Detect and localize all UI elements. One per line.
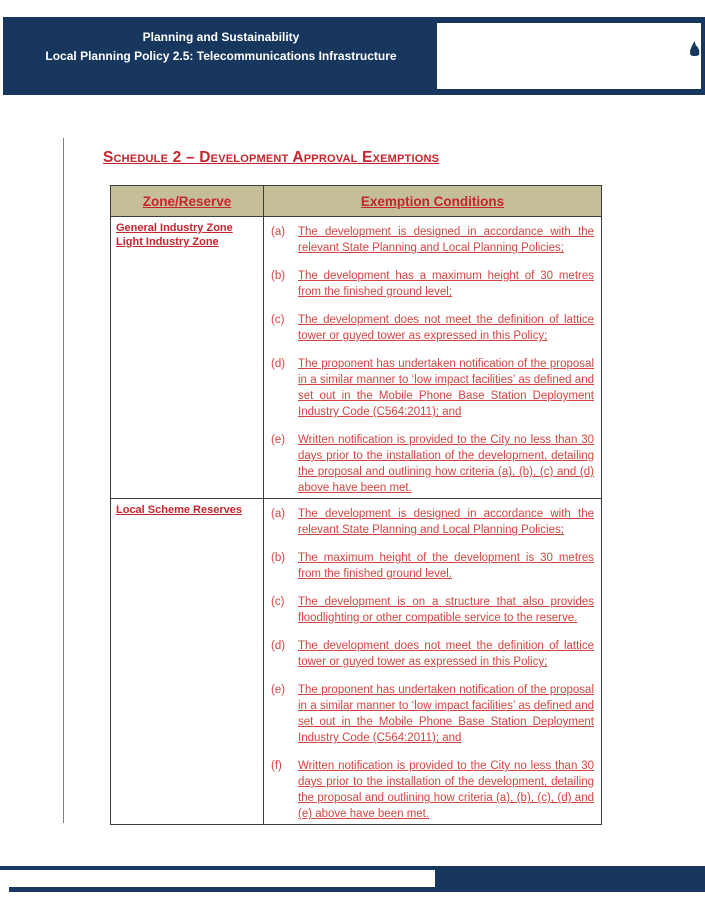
header-line2: Local Planning Policy 2.5: Telecommunications Infrastructure bbox=[45, 49, 397, 63]
footer-rule-bottom bbox=[9, 887, 705, 892]
header-logo-box bbox=[437, 23, 701, 89]
table-row bbox=[111, 216, 601, 498]
condition-item bbox=[271, 682, 594, 746]
condition-label: (d) bbox=[271, 358, 286, 370]
condition-text: The development has a maximum height of 30 metres from the finished ground level; bbox=[298, 270, 594, 298]
condition-text: The maximum height of the development is 30 metres from the finished ground level. bbox=[298, 552, 594, 580]
conditions-cell bbox=[264, 217, 601, 498]
condition-label: (e) bbox=[271, 684, 286, 696]
header-line1: Planning and Sustainability bbox=[142, 30, 300, 44]
condition-text: The development does not meet the definition of lattice tower or guyed tower as expressed in this Policy; bbox=[298, 640, 594, 668]
condition-item bbox=[271, 268, 594, 300]
column-header-zone-reserve: Zone/Reserve bbox=[111, 186, 264, 216]
condition-text: The development is designed in accordance with the relevant State Planning and Local Planning Policies; bbox=[298, 226, 594, 254]
header-text bbox=[3, 28, 439, 66]
condition-text: The development is designed in accordance with the relevant State Planning and Local Planning Policies; bbox=[298, 508, 594, 536]
table-body bbox=[111, 216, 601, 824]
exemptions-table bbox=[110, 185, 602, 825]
condition-label: (d) bbox=[271, 640, 286, 652]
condition-label: (c) bbox=[271, 596, 285, 608]
condition-text: The development is on a structure that also provides floodlighting or other compatible service to the reserve. bbox=[298, 596, 594, 624]
table-header-row bbox=[111, 186, 601, 216]
header-bar bbox=[3, 17, 705, 95]
condition-item bbox=[271, 432, 594, 496]
left-margin-rule bbox=[63, 138, 64, 823]
condition-item bbox=[271, 758, 594, 822]
condition-label: (e) bbox=[271, 434, 286, 446]
condition-label: (a) bbox=[271, 226, 286, 238]
condition-label: (a) bbox=[271, 508, 286, 520]
schedule-title: Schedule 2 – Development Approval Exemptions bbox=[103, 149, 440, 166]
condition-text: The proponent has undertaken notification of the proposal in a similar manner to ‘low impact facilities’ as defined and set out in the Mobile Phone Base Station Deployment Industry Code (C564:2011); and bbox=[298, 684, 594, 744]
table-row bbox=[111, 498, 601, 824]
conditions-cell bbox=[264, 499, 601, 824]
condition-text: Written notification is provided to the City no less than 30 days prior to the installation of the development, detailing the proposal and outlining how criteria (a), (b), (c), (d) and (e) above have been met. bbox=[298, 760, 594, 820]
condition-label: (f) bbox=[271, 760, 282, 772]
condition-label: (b) bbox=[271, 552, 286, 564]
zone-name: Local Scheme Reserves bbox=[116, 504, 242, 516]
condition-text: Written notification is provided to the City no less than 30 days prior to the installation of the development, detailing the proposal and outlining how criteria (a), (b), (c) and (d) above have been met. bbox=[298, 434, 594, 494]
condition-item bbox=[271, 356, 594, 420]
condition-label: (c) bbox=[271, 314, 285, 326]
zone-cell bbox=[111, 217, 264, 498]
city-logo-icon bbox=[688, 39, 701, 59]
condition-text: The development does not meet the definition of lattice tower or guyed tower as expressed in this Policy; bbox=[298, 314, 594, 342]
condition-label: (b) bbox=[271, 270, 286, 282]
condition-item bbox=[271, 224, 594, 256]
condition-item bbox=[271, 312, 594, 344]
condition-text: The proponent has undertaken notification of the proposal in a similar manner to ‘low impact facilities’ as defined and set out in the Mobile Phone Base Station Deployment Industry Code (C564:2011); and bbox=[298, 358, 594, 418]
zone-cell bbox=[111, 499, 264, 824]
condition-item bbox=[271, 550, 594, 582]
condition-item bbox=[271, 638, 594, 670]
column-header-exemption-conditions: Exemption Conditions bbox=[360, 193, 505, 209]
condition-item bbox=[271, 506, 594, 538]
condition-item bbox=[271, 594, 594, 626]
zone-name: General Industry Zone bbox=[116, 222, 233, 234]
zone-name: Light Industry Zone bbox=[116, 236, 219, 248]
